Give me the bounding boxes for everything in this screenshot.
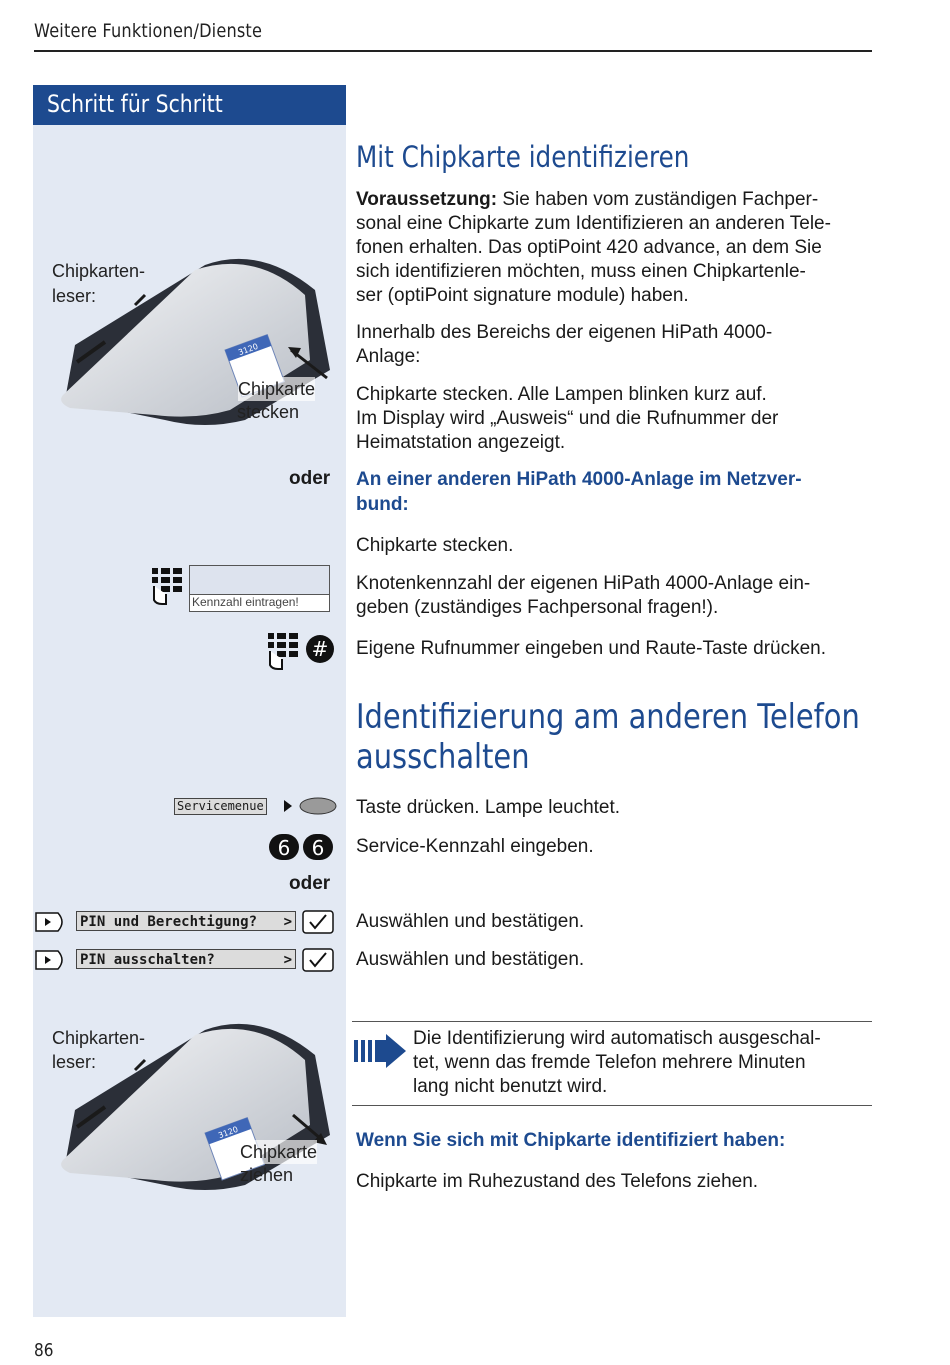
insert-card-line-2: Im Display wird „Ausweis“ und die Rufnummer der [356, 408, 779, 429]
note-line-3: lang nicht benutzt wird. [413, 1076, 608, 1097]
within-system-line-1: Innerhalb des Bereichs der eigenen HiPath 4000- [356, 322, 773, 343]
digit-6-key-2[interactable]: 6 [303, 834, 333, 860]
running-header: Weitere Funktionen/Dienste [34, 20, 263, 42]
confirm-check-icon[interactable] [302, 910, 334, 934]
card-reader-label: Chipkarten- [52, 261, 146, 281]
digit-6-key[interactable]: 6 [269, 834, 299, 860]
card-reader-label-2: leser: [52, 286, 97, 306]
key-lamp-icon [282, 796, 338, 818]
entry-field-caption: Kennzahl eintragen! [190, 594, 329, 611]
section-heading-disable-2: ausschalten [356, 737, 530, 777]
remove-card-instruction: Chipkarte im Ruhezustand des Telefons ziehen. [356, 1171, 759, 1192]
oder-label-1: oder [289, 468, 331, 489]
within-system-line-2: Anlage: [356, 346, 421, 367]
note-rule-bottom [352, 1105, 872, 1106]
sidebar-title: Schritt für Schritt [47, 90, 223, 118]
insert-card-line-1: Chipkarte stecken. Alle Lampen blinken kurz auf. [356, 384, 767, 405]
select-confirm-1: Auswählen und bestätigen. [356, 911, 585, 932]
scroll-right-icon-2[interactable] [34, 949, 68, 971]
other-system-heading-2: bund: [356, 494, 409, 515]
note-line-2: tet, wenn das fremde Telefon mehrere Minuten [413, 1052, 806, 1073]
remove-card-label-2: ziehen [240, 1165, 294, 1185]
card-reader-label-b: Chipkarten- [52, 1028, 146, 1048]
note-line-1: Die Identifizierung wird automatisch ausgeschal- [413, 1028, 821, 1049]
code-entry-field[interactable] [189, 565, 330, 612]
when-identified-heading: Wenn Sie sich mit Chipkarte identifiziert haben: [356, 1130, 786, 1151]
prerequisite-line-2: sonal eine Chipkarte zum Identifizieren an anderen Tele- [356, 213, 831, 234]
oder-label-2: oder [289, 873, 331, 894]
prerequisite-line-4: sich identifizieren möchten, muss einen Chipkartenle- [356, 261, 806, 282]
press-key-instruction: Taste drücken. Lampe leuchtet. [356, 797, 621, 818]
menu-item-pin-berechtigung[interactable]: PIN und Berechtigung? > [76, 911, 296, 931]
service-menu-key[interactable]: Servicemenue [174, 798, 267, 815]
prerequisite-line-5: ser (optiPoint signature module) haben. [356, 285, 689, 306]
note-rule-top [352, 1021, 872, 1022]
insert-card-line-3: Heimatstation angezeigt. [356, 432, 566, 453]
prerequisite-label: Voraussetzung: [356, 189, 498, 210]
other-system-heading-1: An einer anderen HiPath 4000-Anlage im Netzver- [356, 469, 802, 490]
prerequisite-line-3: fonen erhalten. Das optiPoint 420 advance, an dem Sie [356, 237, 822, 258]
prerequisite-line-1: Voraussetzung: Sie haben vom zuständigen Fachper- [356, 189, 819, 210]
note-arrow-icon [354, 1034, 408, 1068]
header-rule [34, 50, 872, 52]
card-number-2: 3120 [217, 1124, 240, 1141]
svg-text:#: # [311, 637, 329, 661]
confirm-check-icon-2[interactable] [302, 948, 334, 972]
node-code-line-1: Knotenkennzahl der eigenen HiPath 4000-Anlage ein- [356, 573, 811, 594]
insert-card-label-2: stecken [237, 402, 300, 422]
page-number: 86 [34, 1340, 54, 1361]
card-reader-label-b2: leser: [52, 1052, 97, 1072]
card-number: 3120 [237, 341, 260, 358]
keypad-hash-icon [266, 631, 338, 671]
service-code-instruction: Service-Kennzahl eingeben. [356, 836, 594, 857]
menu-item-pin-ausschalten[interactable]: PIN ausschalten? > [76, 949, 296, 969]
select-confirm-2: Auswählen und bestätigen. [356, 949, 585, 970]
remove-card-label: Chipkarte [240, 1142, 318, 1162]
section-heading-disable-1: Identifizierung am anderen Telefon [356, 697, 860, 737]
own-number-instruction: Eigene Rufnummer eingeben und Raute-Taste drücken. [356, 638, 827, 659]
node-code-line-2: geben (zuständiges Fachpersonal fragen!). [356, 597, 719, 618]
scroll-right-icon[interactable] [34, 911, 68, 933]
keypad-hand-icon [150, 566, 186, 606]
section-heading-identify: Mit Chipkarte identifizieren [356, 140, 690, 174]
insert-card-again: Chipkarte stecken. [356, 535, 514, 556]
insert-card-label: Chipkarte [238, 379, 316, 399]
